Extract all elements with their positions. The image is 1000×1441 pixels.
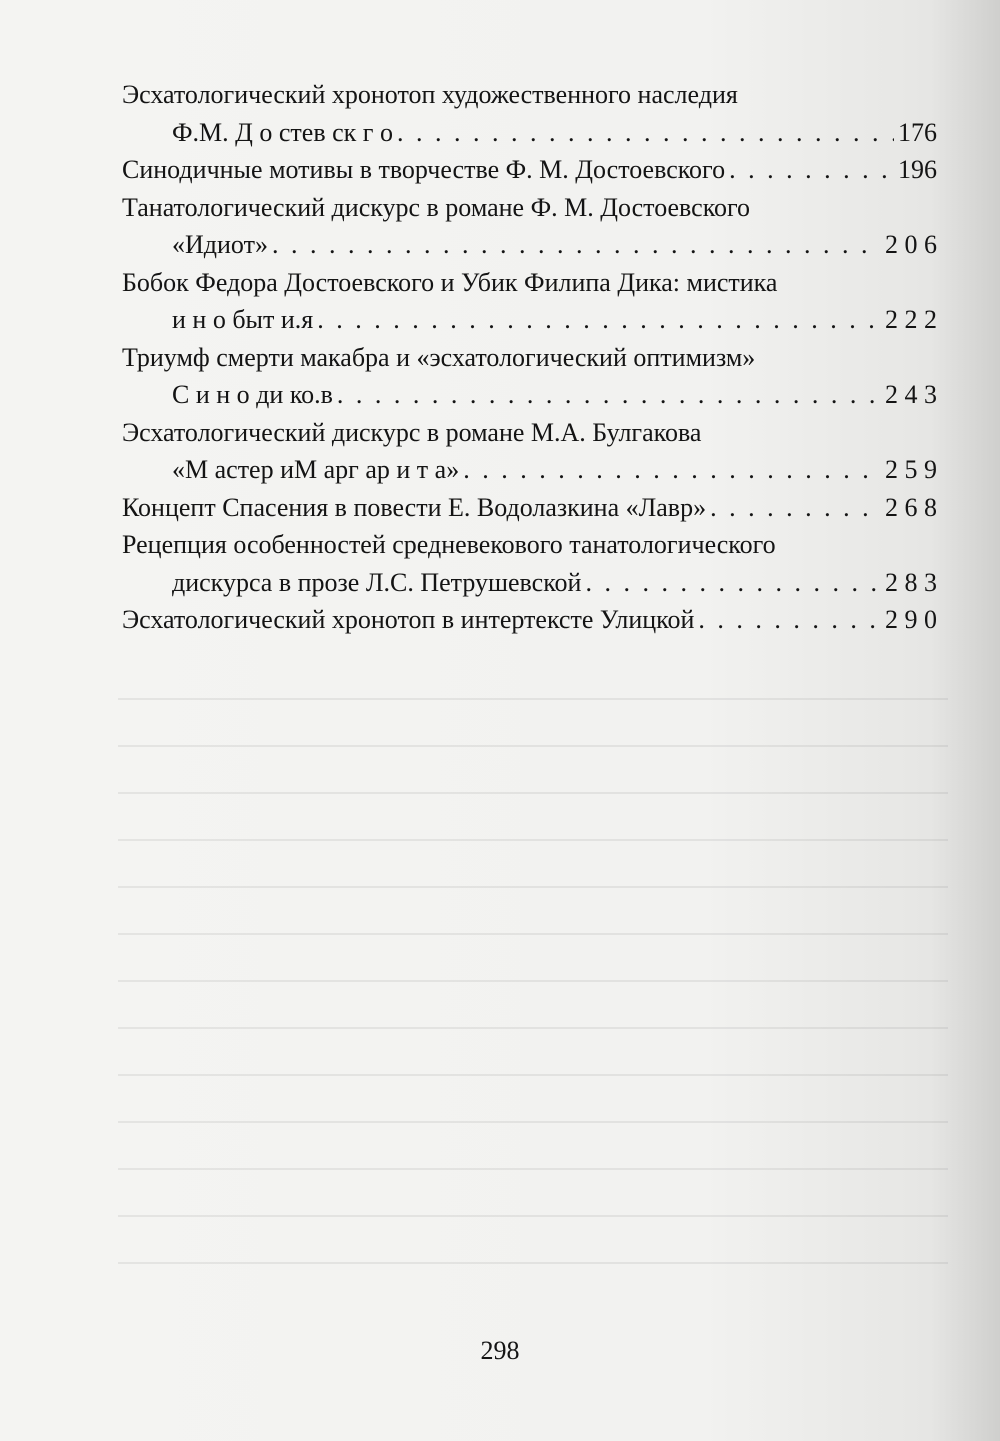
entry-title: Эсхатологический дискурс в романе М.А. Булгакова — [122, 417, 702, 447]
leader-dots — [317, 301, 881, 339]
entry-title-continued: Ф.М. Д о стев ск г о — [172, 117, 393, 147]
toc-entry[interactable] — [122, 151, 937, 189]
table-of-contents — [122, 76, 937, 639]
toc-entry[interactable] — [122, 189, 937, 264]
entry-title: Эсхатологический хронотоп в интертексте Улицкой — [122, 605, 695, 634]
leader-dots — [397, 114, 894, 152]
leader-dots — [710, 489, 881, 527]
entry-title: Концепт Спасения в повести Е. Водолазкина «Лавр» — [122, 492, 707, 522]
page-ref: 2 5 9 — [885, 455, 937, 484]
leader-dots — [463, 451, 881, 489]
page-number: 298 — [480, 1336, 520, 1365]
entry-title: Танатологический дискурс в романе Ф. М. Достоевского — [122, 192, 751, 222]
page-ref: 2 8 3 — [885, 567, 937, 597]
toc-entry[interactable] — [122, 76, 937, 151]
entry-title: Триумф смерти макабра и «эсхатологический оптимизм» — [122, 342, 756, 372]
leader-dots — [272, 226, 881, 264]
toc-entry[interactable] — [122, 601, 937, 639]
page-ref: 176 — [898, 117, 937, 147]
toc-entry[interactable] — [122, 339, 937, 414]
entry-title: Эсхатологический хронотоп художественного наследия — [122, 80, 738, 109]
page-ref: 2 6 8 — [885, 492, 937, 522]
toc-entry[interactable] — [122, 414, 937, 489]
leader-dots — [729, 151, 894, 189]
leader-dots — [337, 376, 881, 414]
leader-dots — [585, 564, 881, 602]
entry-title-continued: дискурса в прозе Л.С. Петрушевской — [172, 567, 582, 597]
page-ref: 2 2 2 — [885, 305, 937, 334]
toc-entry[interactable] — [122, 264, 937, 339]
page-ref: 2 4 3 — [885, 380, 937, 409]
entry-title: Синодичные мотивы в творчестве Ф. М. Достоевского — [122, 155, 726, 184]
entry-title: Бобок Федора Достоевского и Убик Филипа Дика: мистика — [122, 267, 778, 297]
entry-title-continued: С и н о ди ко.в — [172, 380, 333, 409]
page-ref: 196 — [898, 155, 937, 184]
leader-dots — [698, 601, 881, 639]
page-ref: 2 9 0 — [885, 605, 937, 634]
entry-title: Рецепция особенностей средневекового танатологического — [122, 530, 776, 559]
bleed-through-text — [118, 660, 948, 1280]
toc-entry[interactable] — [122, 526, 937, 601]
toc-entry[interactable] — [122, 489, 937, 527]
page-ref: 2 0 6 — [885, 230, 937, 259]
entry-title-continued: и н о быт и.я — [172, 305, 314, 334]
entry-title-continued: «Идиот» — [172, 230, 268, 259]
entry-title-continued: «М астер иМ арг ар и т а» — [172, 455, 460, 484]
